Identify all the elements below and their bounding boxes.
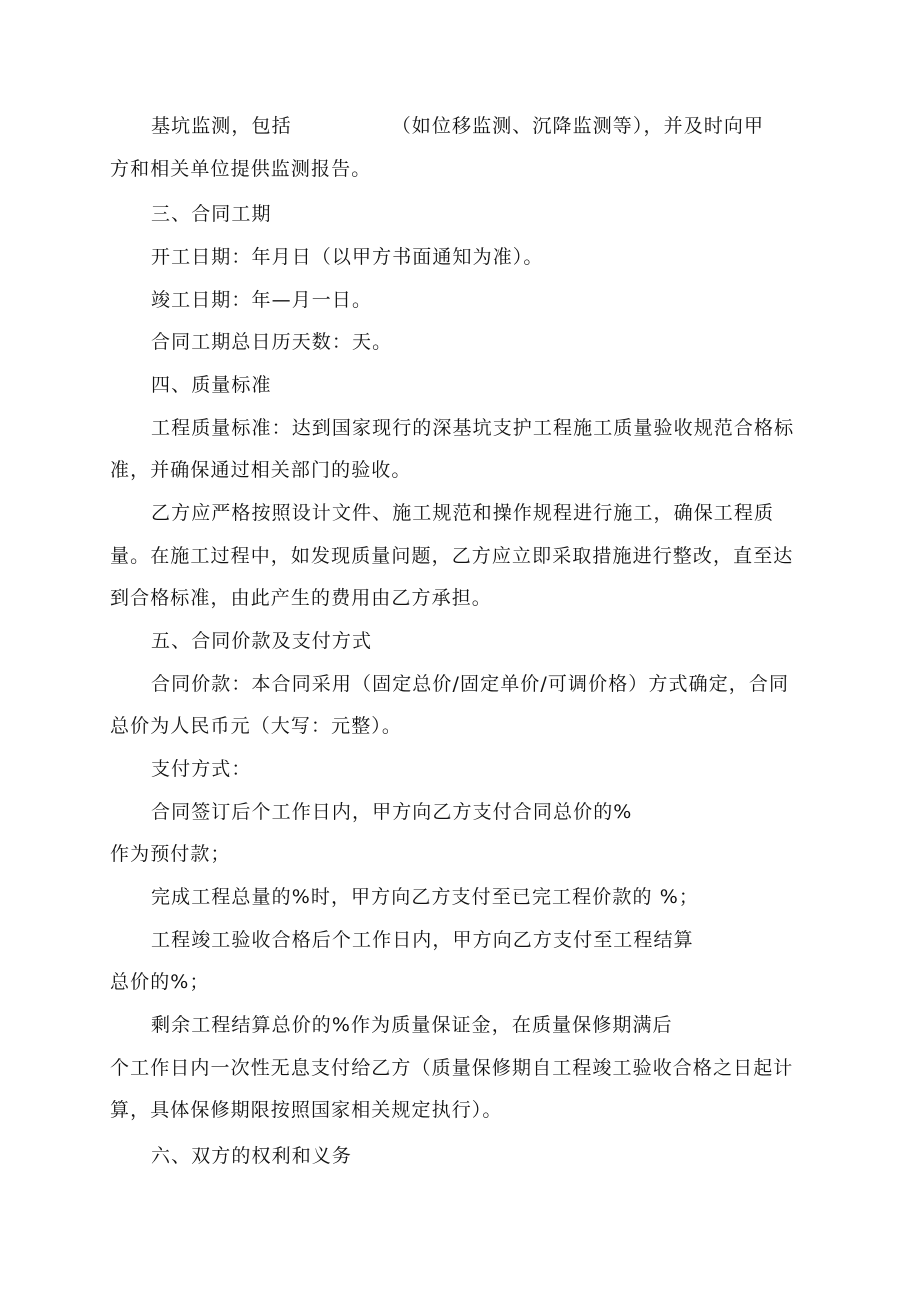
section-heading: 五、合同价款及支付方式 [151,630,373,652]
section-heading: 四、质量标准 [151,374,272,396]
text-line: 支付方式： [151,758,252,780]
section-heading: 六、双方的权利和义务 [151,1145,353,1167]
text-line: 乙方应严格按照设计文件、施工规范和操作规程进行施工，确保工程质 [151,502,775,524]
text-line: 总价的%； [110,971,210,993]
text-line: 工程质量标准：达到国家现行的深基坑支护工程施工质量验收规范合格标 [151,417,795,439]
section-heading: 三、合同工期 [151,203,272,225]
text-line: 量。在施工过程中，如发现质量问题，乙方应立即采取措施进行整改，直至达 [110,545,794,567]
text-line: 竣工日期：年—月一日。 [151,289,373,311]
text-line: 开工日期：年月日（以甲方书面通知为准）。 [151,246,544,268]
text-line: 剩余工程结算总价的%作为质量保证金，在质量保修期满后 [151,1014,673,1036]
text-line: 总价为人民币元（大写：元整）。 [110,715,403,737]
text-line [151,114,764,138]
text-line: 到合格标准，由此产生的费用由乙方承担。 [110,587,492,609]
text-segment: （如位移监测、沉降监测等），并及时向甲 [391,115,765,137]
text-line: 个工作日内一次性无息支付给乙方（质量保修期自工程竣工验收合格之日起计 [110,1057,794,1079]
text-line: 方和相关单位提供监测报告。 [110,158,372,180]
text-line: 合同价款：本合同采用（固定总价/固定单价/可调价格）方式确定，合同 [151,673,790,695]
text-line: 工程竣工验收合格后个工作日内，甲方向乙方支付至工程结算 [151,929,694,951]
text-line: 合同工期总日历天数：天。 [151,331,393,353]
text-line: 完成工程总量的%时，甲方向乙方支付至已完工程价款的 %； [151,886,699,908]
text-line: 准，并确保通过相关部门的验收。 [110,459,412,481]
text-line: 算，具体保修期限按照国家相关规定执行）。 [110,1099,503,1121]
text-line: 作为预付款； [110,843,231,865]
text-line: 合同签订后个工作日内，甲方向乙方支付合同总价的% [151,801,633,823]
text-segment: 基坑监测，包括 [151,115,292,137]
